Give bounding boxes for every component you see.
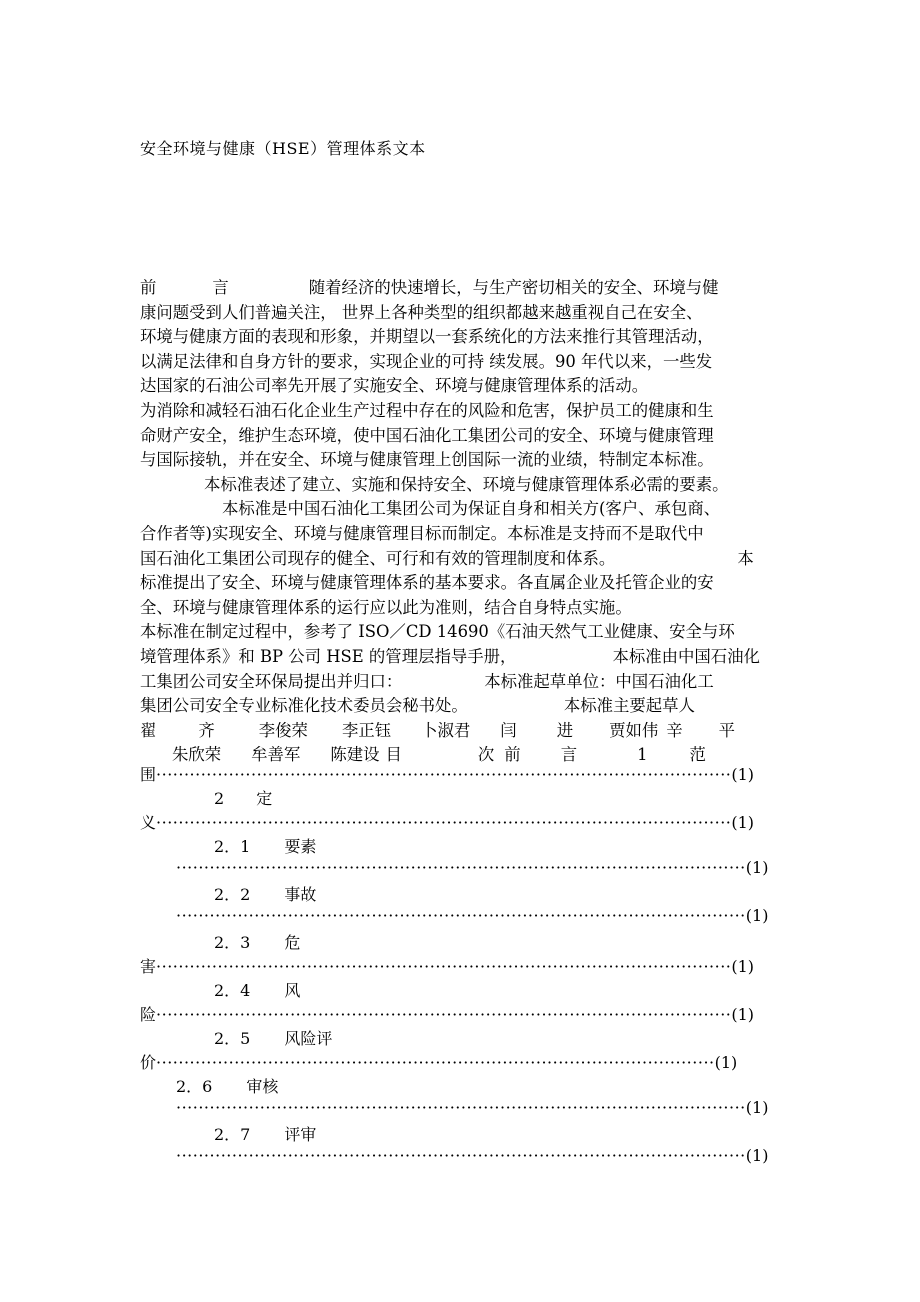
drafter-name: 辛 (666, 720, 683, 740)
toc-page-number: (1) (731, 813, 755, 832)
paragraph-line (140, 645, 790, 670)
paragraph-line: 随着经济的快速增长，与生产密切相关的安全、环境与健 (308, 278, 719, 297)
paragraph-line: 康问题受到人们普遍关注， 世界上各种类型的组织都越来越重视自己在安全、 (140, 302, 703, 322)
paragraph-line: 全、环境与健康管理体系的运行应以此为准则，结合自身特点实施。 (140, 597, 632, 617)
document-body (140, 276, 790, 768)
toc-entry (214, 1122, 316, 1145)
toc-entry-number: 1 (637, 745, 648, 765)
preface-heading-char: 言 (212, 278, 229, 297)
paragraph-text: 国石油化工集团公司现存的健全、可行和有效的管理制度和体系。 (140, 548, 616, 568)
toc-page-number: (1) (745, 1098, 769, 1117)
toc-heading-char: 次 (477, 745, 495, 765)
paragraph-line (140, 694, 790, 719)
toc-entry (214, 1026, 332, 1049)
toc-entry-number: 2．7 (214, 1125, 251, 1144)
toc-entry (214, 978, 300, 1001)
paragraph-line: 达国家的石油公司率先开展了实施安全、环境与健康管理体系的活动。 (140, 376, 649, 396)
toc-entry-label: 要素 (284, 837, 317, 856)
preface-line (140, 276, 790, 301)
toc-entry (214, 834, 316, 857)
paragraph-text: 集团公司安全专业标准化技术委员会秘书处。 (140, 696, 468, 716)
toc-dotted-line (176, 1098, 768, 1117)
toc-leader-dots: ······································································································ (176, 906, 746, 925)
toc-entry (214, 882, 316, 905)
toc-entry-label: 言 (560, 745, 578, 765)
paragraph-line: 本标准表述了建立、实施和保持安全、环境与健康管理体系必需的要素。 (204, 474, 729, 494)
paragraph-line: 本标准在制定过程中，参考了 ISO／CD 14690《石油天然气工业健康、安全与环 (140, 622, 735, 642)
paragraph-text: 境管理体系》和 BP 公司 HSE 的管理层指导手册， (140, 646, 517, 666)
toc-dotted-line (176, 1146, 768, 1165)
toc-entry-number: 2．3 (214, 933, 251, 952)
toc-entry-label: 风险评 (284, 1029, 333, 1048)
paragraph-line (140, 547, 790, 572)
paragraph-line: 环境与健康方面的表现和形象，并期望以一套系统化的方法来推行其管理活动， (140, 327, 714, 347)
toc-page-number: (1) (731, 765, 755, 784)
toc-entry-label: 义 (140, 813, 157, 832)
toc-leader-dots: ······································································································ (176, 1098, 746, 1117)
toc-dotted-line (140, 810, 754, 833)
toc-page-number: (1) (731, 1005, 755, 1024)
drafter-name: 进 (556, 720, 574, 740)
paragraph-line: 为消除和减轻石油石化企业生产过程中存在的风险和危害，保护员工的健康和生 (140, 400, 714, 420)
paragraph-text: 本标准起草单位：中国石油化工 (484, 671, 714, 691)
toc-entry-label: 事故 (284, 885, 317, 904)
toc-leader-dots: ······································································································· (156, 957, 732, 976)
toc-page-number: (1) (714, 1053, 738, 1072)
paragraph-text: 本标准主要起草人 (563, 696, 695, 716)
toc-entry-number: 2 (214, 789, 225, 808)
toc-page-number: (1) (745, 1146, 769, 1165)
drafter-name: 翟 (140, 720, 157, 740)
toc-leader-dots: ······································································································· (156, 813, 732, 832)
drafter-name: 平 (718, 720, 736, 740)
toc-leader-dots: ······································································································ (176, 858, 746, 877)
toc-dotted-line (140, 1050, 737, 1073)
document-title: 安全环境与健康（HSE）管理体系文本 (140, 139, 426, 158)
paragraph-text: 本 (737, 548, 754, 568)
toc-dotted-line (176, 858, 768, 877)
toc-dotted-line (140, 1002, 754, 1025)
drafter-name: 贾如伟 (609, 720, 659, 740)
toc-dotted-line (176, 906, 768, 925)
drafter-name: 闫 (500, 720, 517, 740)
toc-entry (214, 930, 300, 953)
drafter-name: 李正钰 (341, 720, 392, 740)
toc-entry-number: 2．4 (214, 981, 251, 1000)
paragraph-line: 以满足法律和自身方针的要求，实现企业的可持 续发展。90 年代以来，一些发 (140, 351, 713, 371)
toc-entry-label: 围 (140, 765, 157, 784)
toc-entry-label: 评审 (284, 1125, 317, 1144)
preface-heading-char: 前 (140, 278, 157, 297)
paragraph-line (140, 670, 790, 695)
toc-entry-label: 风 (284, 981, 301, 1000)
toc-page-number: (1) (745, 906, 769, 925)
toc-leader-dots: ······································································································· (156, 765, 732, 784)
toc-heading-char: 目 (385, 745, 402, 765)
drafter-name: 牟善军 (251, 745, 301, 765)
toc-entry (176, 1074, 278, 1097)
toc-leader-dots: ······································································································· (156, 1005, 732, 1024)
toc-entry-number: 2．2 (214, 885, 251, 904)
toc-entry (214, 786, 272, 809)
toc-leader-dots: ···································································································· (156, 1053, 715, 1072)
toc-entry-label: 害 (140, 957, 157, 976)
toc-entry-label: 价 (140, 1053, 157, 1072)
toc-entry-number: 2．5 (214, 1029, 251, 1048)
toc-page-number: (1) (745, 858, 769, 877)
paragraph-line: 命财产安全，维护生态环境，使中国石油化工集团公司的安全、环境与健康管理 (140, 425, 714, 445)
toc-entry-label: 前 (504, 745, 521, 765)
paragraph-line: 本标准是中国石油化工集团公司为保证自身和相关方(客户、承包商、 (222, 499, 721, 519)
toc-entry-number: 2．6 (176, 1077, 213, 1096)
drafters-line (140, 719, 790, 744)
toc-page-number: (1) (731, 957, 755, 976)
toc-entry-label: 定 (256, 789, 273, 808)
paragraph-line: 标准提出了安全、环境与健康管理体系的基本要求。各直属企业及托管企业的安 (140, 573, 714, 593)
drafter-name: 卜淑君 (421, 720, 471, 740)
toc-entry-label: 险 (140, 1005, 157, 1024)
toc-entry-label: 审核 (246, 1077, 279, 1096)
toc-entry-number: 2．1 (214, 837, 251, 856)
drafter-name: 朱欣荣 (172, 745, 222, 765)
paragraph-text: 本标准由中国石油化 (612, 646, 760, 666)
paragraph-line: 合作者等)实现安全、环境与健康管理目标而制定。本标准是支持而不是取代中 (140, 523, 704, 543)
toc-leader-dots: ······································································································ (176, 1146, 746, 1165)
paragraph-line: 与国际接轨，并在安全、环境与健康管理上创国际一流的业绩，特制定本标准。 (140, 450, 714, 470)
toc-dotted-line (140, 954, 754, 977)
drafter-name: 齐 (198, 720, 215, 740)
paragraph-text: 工集团公司安全环保局提出并归口： (140, 671, 403, 691)
toc-entry-label: 危 (284, 933, 301, 952)
drafter-name: 陈建设 (330, 745, 380, 765)
toc-dotted-line (140, 762, 754, 785)
toc-entry-label: 范 (689, 745, 706, 765)
drafter-name: 李俊荣 (258, 720, 308, 740)
